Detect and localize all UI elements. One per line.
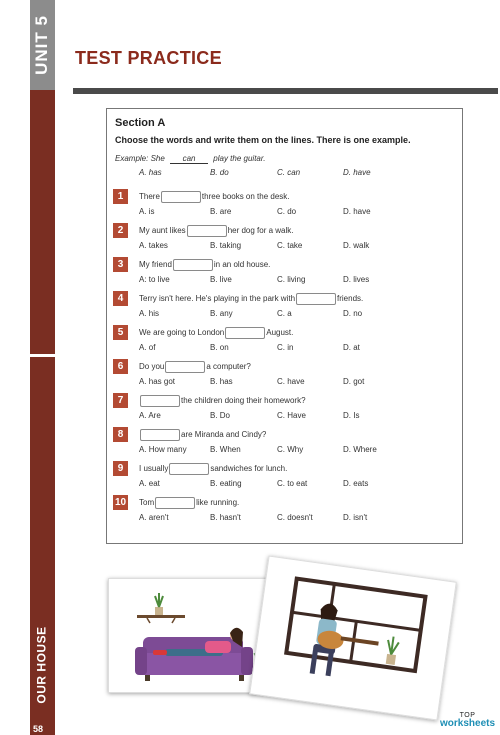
answer-blank[interactable]: [140, 429, 180, 441]
answer-option: D. isn't: [343, 513, 368, 522]
question-number: 8: [113, 427, 128, 442]
answer-blank[interactable]: [225, 327, 265, 339]
answer-option: A. aren't: [139, 513, 169, 522]
potted-plant: [385, 636, 400, 665]
section-label-text: OUR HOUSE: [35, 626, 49, 704]
question-text-before: I usually: [139, 464, 169, 473]
question-text-before: My friend: [139, 260, 172, 269]
answer-option: A. of: [139, 343, 156, 352]
answer-option: D. Where: [343, 445, 377, 454]
question-sentence: [139, 189, 290, 204]
answer-option: B. hasn't: [210, 513, 241, 522]
question-text-after: like running.: [196, 498, 240, 507]
answer-option: C. living: [277, 275, 306, 284]
answer-option: A. eat: [139, 479, 160, 488]
answer-option: B. Do: [210, 411, 231, 420]
answer-blank[interactable]: [140, 395, 180, 407]
answer-option: B. live: [210, 275, 232, 284]
answer-option: C. in: [277, 343, 294, 352]
title-divider: [73, 88, 498, 94]
answer-option: C. doesn't: [277, 513, 313, 522]
example-option: D. have: [343, 168, 371, 177]
page-title: TEST PRACTICE: [75, 48, 222, 68]
answer-option: D. lives: [343, 275, 370, 284]
question-sentence: [139, 291, 363, 306]
answer-option: C. Have: [277, 411, 306, 420]
question-text-before: My aunt likes: [139, 226, 186, 235]
example-option: C. can: [277, 168, 301, 177]
question-sentence: [139, 427, 266, 442]
example-sentence: [115, 154, 265, 164]
answer-option: A. How many: [139, 445, 187, 454]
answer-blank[interactable]: [296, 293, 336, 305]
sidebar-divider: [30, 354, 55, 357]
page-number: 58: [33, 724, 44, 734]
question-sentence: [139, 461, 287, 476]
answer-option: C. to eat: [277, 479, 308, 488]
answer-blank[interactable]: [187, 225, 227, 237]
answer-blank[interactable]: [169, 463, 209, 475]
question-text-after: friends.: [337, 294, 364, 303]
question-text-after: August.: [266, 328, 294, 337]
unit-label-text: UNIT 5: [32, 15, 51, 75]
question-text-after: are Miranda and Cindy?: [181, 430, 267, 439]
answer-option: D. at: [343, 343, 360, 352]
answer-option: D. no: [343, 309, 363, 318]
question-text-after: in an old house.: [213, 260, 271, 269]
section-title: Section A: [115, 117, 166, 129]
question-sentence: [139, 359, 251, 374]
answer-option: D. eats: [343, 479, 369, 488]
question-number: 3: [113, 257, 128, 272]
window: [286, 579, 425, 671]
question-text-before: We are going to London: [139, 328, 225, 337]
question-number: 4: [113, 291, 128, 306]
answer-option: A: to live: [139, 275, 170, 284]
answer-option: C. Why: [277, 445, 304, 454]
question-number: 5: [113, 325, 128, 340]
question-sentence: [139, 223, 294, 238]
answer-option: C. have: [277, 377, 305, 386]
watermark-top: TOP: [459, 712, 476, 719]
answer-option: C. take: [277, 241, 303, 250]
question-text-before: Terry isn't here. He's playing in the park with: [139, 294, 296, 303]
question-number: 10: [114, 497, 127, 508]
answer-option: B. are: [210, 207, 232, 216]
question-text-before: There: [139, 192, 160, 201]
answer-option: B. taking: [210, 241, 242, 250]
answer-blank[interactable]: [155, 497, 195, 509]
question-sentence: [139, 257, 270, 272]
question-sentence: [139, 325, 293, 340]
question-sentence: [139, 393, 306, 408]
instruction: Choose the words and write them on the lines. There is one example.: [115, 135, 411, 145]
answer-option: A. is: [139, 207, 155, 216]
sofa: [135, 637, 253, 681]
answer-option: B. any: [210, 309, 233, 318]
answer-blank[interactable]: [165, 361, 205, 373]
girl-with-guitar: [310, 602, 383, 682]
wall-shelf-with-plant: [137, 593, 185, 623]
answer-option: A. Are: [139, 411, 161, 420]
unit-label: [31, 2, 53, 88]
example-after: play the guitar.: [213, 154, 266, 163]
answer-option: D. got: [343, 377, 365, 386]
question-text-before: Tom: [139, 498, 155, 507]
question-text-before: Do you: [139, 362, 165, 371]
answer-option: A. his: [139, 309, 160, 318]
question-text-after: sandwiches for lunch.: [210, 464, 288, 473]
question-text-after: three books on the desk.: [201, 192, 290, 201]
section-box: [106, 108, 463, 544]
answer-option: A. takes: [139, 241, 168, 250]
answer-option: D. walk: [343, 241, 370, 250]
section-label: [31, 610, 53, 720]
answer-option: B. When: [210, 445, 241, 454]
answer-option: B. eating: [210, 479, 242, 488]
question-text-after: the children doing their homework?: [181, 396, 306, 405]
guitar-illustration: [249, 555, 457, 720]
answer-option: C. do: [277, 207, 297, 216]
question-number: 7: [113, 393, 128, 408]
question-sentence: [139, 495, 239, 510]
answer-option: D. Is: [343, 411, 360, 420]
answer-blank[interactable]: [161, 191, 201, 203]
answer-option: D. have: [343, 207, 371, 216]
answer-option: C. a: [277, 309, 292, 318]
example-before: Example: She: [115, 154, 165, 163]
question-number: 9: [113, 461, 128, 476]
answer-option: B. on: [210, 343, 229, 352]
question-number: 6: [113, 359, 128, 374]
question-text-after: a computer?: [206, 362, 251, 371]
example-option: B. do: [210, 168, 229, 177]
question-number: 1: [113, 189, 128, 204]
question-number: 2: [113, 223, 128, 238]
example-option: A. has: [139, 168, 162, 177]
answer-option: A. has got: [139, 377, 176, 386]
question-text-after: her dog for a walk.: [227, 226, 294, 235]
example-answer: can: [170, 154, 208, 164]
answer-blank[interactable]: [173, 259, 213, 271]
site-watermark: [440, 712, 495, 729]
watermark-main: worksheets: [440, 718, 496, 729]
answer-option: B. has: [210, 377, 233, 386]
